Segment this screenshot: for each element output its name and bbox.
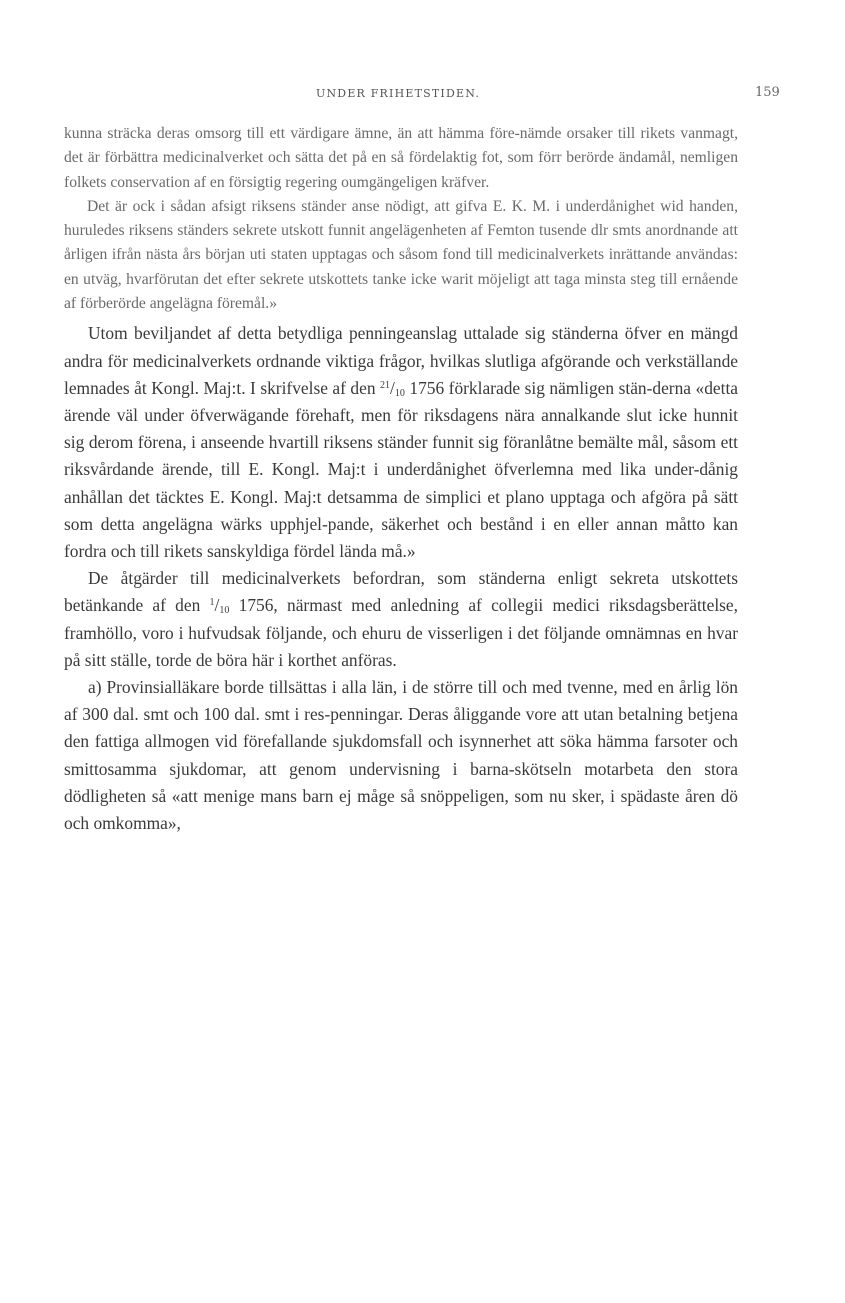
body-text	[64, 320, 738, 837]
quote-paragraph-2: Det är ock i sådan afsigt riksens ständer anse nödigt, att gifva E. K. M. i underdånighet wid handen, huruledes riksens ständers sekrete utskott funnit angelägenheten af Femton tusende dlr smts anordnande att årligen ifrån nästa års början uti staten upptagas och såsom fond till medicinalverkets inrättande användas: en utväg, hvarförutan det efter sekrete utskottets tanke icke warit möjeligt att taga minsta steg till ernående af förberörde angelägna föremål.»	[64, 197, 738, 313]
date-numerator: 21	[380, 379, 391, 391]
date-denominator: 10	[219, 605, 230, 617]
page-number: 159	[755, 85, 780, 100]
body-paragraph-3: a) Provinsialläkare borde tillsättas i alla län, i de större till och med tvenne, med en årlig lön af 300 dal. smt och 100 dal. smt i res-penningar. Deras åliggande vore att utan betalning betjena den fattiga allmogen vid förefallande sjukdomsfall och isynnerhet att söka hämma farsoter och smittosamma sjukdomar, att genom undervisning i barna-skötseln motarbeta den stora dödligheten så «att menige mans barn ej måge så snöppeligen, som nu sker, i spädaste åren dö och omkomma»,	[64, 677, 738, 834]
quote-paragraph-1: kunna sträcka deras omsorg till ett värdigare ämne, än att hämma före-nämde orsaker till rikets vanmagt, det är förbättra medicinalverket och sätta det på en så fördelaktig fot, som förr berörde ändamål, nemligen folkets conservation af en försigtig regering oumgängeligen kräfver.	[64, 125, 738, 191]
running-title: UNDER FRIHETSTIDEN.	[316, 87, 481, 100]
date-denominator: 10	[394, 387, 405, 399]
body-paragraph-2-part-b: 1756, närmast med anledning af collegii medici riksdagsberättelse, framhöllo, voro i hufvudsak följande, och ehuru de visserligen i det följande omnämnas en hvar på sitt ställe, torde de böra här i korthet anföras.	[64, 595, 738, 670]
body-paragraph-1-part-a: Utom beviljandet af detta betydliga penningeanslag uttalade sig ständerna öfver en mängd andra för medicinalverkets ordnande viktiga frågor, hvilkas slutliga afgörande och verkställande lemnades åt Kongl. Maj:t. I skrifvelse af den	[64, 323, 738, 398]
date-numerator: 1	[209, 597, 215, 609]
page-content	[64, 122, 738, 837]
body-paragraph-1: Utom beviljandet af detta betydliga penningeanslag uttalade sig ständerna öfver en mängd andra för medicinalverkets ordnande viktiga frågor, hvilkas slutliga afgörande och verkställande lemnades åt Kongl. Maj:t. I skrifvelse af den $^{21}/_{10}$ 1756 förklarade sig nämligen stän-derna «detta ärende väl under öfverwägande förehaft, men för riksdagens nära annalkande slut icke hunnit sig derom förena, i anseende hvartill riksens ständer funnit sig föranlåtne bemälte mål, såsom ett riksvårdande ärende, till E. Kongl. Maj:t i underdånighet öfverlemna med lika under-dånig anhållan det täcktes E. Kongl. Maj:t detsamma de simplici et plano upptaga och afgöra på sätt som detta angelägna wärks upphjel-pande, säkerhet och bestånd i en eller annan måtto kan fordra och till rikets sanskyldiga fördel lända må.»	[64, 323, 739, 561]
body-paragraph-2: De åtgärder till medicinalverkets befordran, som ständerna enligt sekreta utskottets betänkande af den $^1/_{10}$ 1756, närmast med anledning af collegii medici riksdagsberättelse, framhöllo, voro i hufvudsak följande, och ehuru de visserligen i det följande omnämnas en hvar på sitt ställe, torde de böra här i korthet anföras.	[64, 568, 738, 670]
page-header	[0, 83, 845, 103]
body-paragraph-1-part-b: 1756 förklarade sig nämligen stän-derna «detta ärende väl under öfverwägande förehaft, men för riksdagens nära annalkande slut icke hunnit sig derom förena, i anseende hvartill riksens ständer funnit sig föranlåtne bemälte mål, såsom ett riksvårdande ärende, till E. Kongl. Maj:t i underdånighet öfverlemna med lika under-dånig anhållan det täcktes E. Kongl. Maj:t detsamma de simplici et plano upptaga och afgöra på sätt som detta angelägna wärks upphjel-pande, säkerhet och bestånd i en eller annan måtto kan fordra och till rikets sanskyldiga fördel lända må.»	[64, 377, 739, 561]
quoted-passage	[64, 122, 738, 316]
body-paragraph-2-part-a: De åtgärder till medicinalverkets befordran, som ständerna enligt sekreta utskottets betänkande af den	[64, 568, 738, 616]
